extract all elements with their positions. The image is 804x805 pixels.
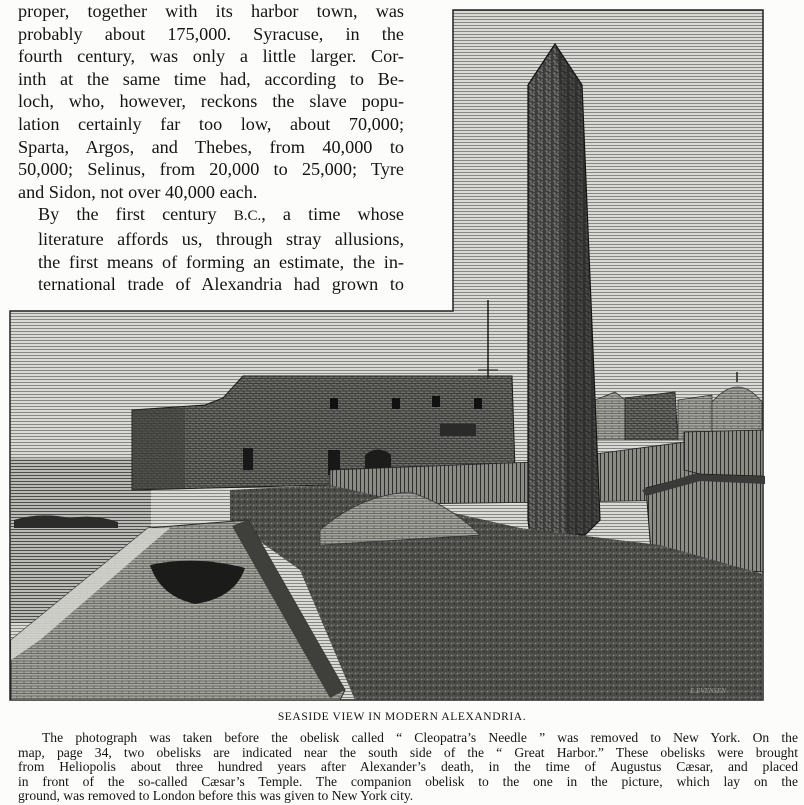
- text-line: proper, together with its harbor town, was: [18, 1, 404, 21]
- text-line: inth at the same time had, according to Be-: [18, 68, 404, 89]
- caption-line: from Heliopolis about three hundred years after Alexander’s death, in the time of Augustus Cæsar, and placed: [18, 759, 798, 775]
- text-line: Sparta, Argos, and Thebes, from 40,000 to: [18, 136, 404, 157]
- caption-line: in front of the so-called Cæsar’s Temple. The companion obelisk to the one in the picture, which lay on the: [18, 773, 798, 789]
- paragraph-population: [18, 0, 404, 203]
- text-line: 50,000; Selinus, from 20,000 to 25,000; Tyre: [18, 159, 404, 180]
- text-line: the first means of forming an estimate, the in-: [38, 251, 404, 272]
- text-line-first: [18, 203, 404, 228]
- text-line: ternational trade of Alexandria had grown to: [38, 274, 404, 295]
- text-line: and Sidon, not over 40,000 each.: [18, 181, 258, 202]
- paragraph-alexandria-trade: [18, 203, 404, 295]
- text-line: literature affords us, through stray allusions,: [38, 228, 404, 249]
- caption-line: The photograph was taken before the obelisk called “ Cleopatra’s Needle ” was removed to New York. On the: [42, 730, 798, 745]
- era-abbreviation: B.C.: [233, 208, 262, 225]
- text-run: By the first century: [38, 204, 234, 225]
- svg-text:E.EVENSEN: E.EVENSEN: [690, 687, 726, 695]
- article-text: [18, 0, 404, 296]
- text-line: loch, who, however, reckons the slave popu-: [18, 91, 404, 112]
- text-line: fourth century, was only a little larger. Cor-: [18, 46, 404, 67]
- text-line: probably about 175,000. Syracuse, in the: [18, 23, 404, 44]
- caption-line: map, page 34, two obelisks are indicated near the south side of the “ Great Harbor.” These obelisks were brought: [18, 744, 798, 760]
- text-line: lation certainly far too low, about 70,000;: [18, 113, 404, 134]
- figure-caption-body: [18, 731, 798, 804]
- caption-line: ground, was removed to London before this was given to New York city.: [18, 788, 414, 804]
- figure-caption-title: SEASIDE VIEW IN MODERN ALEXANDRIA.: [277, 711, 527, 723]
- text-run: , a time whose: [261, 204, 405, 225]
